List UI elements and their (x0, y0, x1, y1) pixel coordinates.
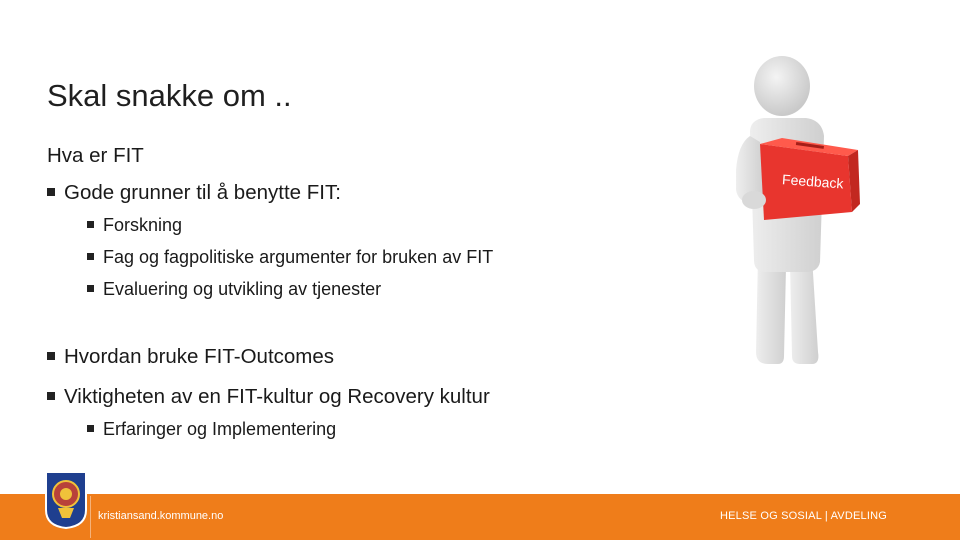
footer-divider (90, 496, 91, 538)
footer-website-text: kristiansand.kommune.no (98, 510, 224, 522)
list-item-text: Hvordan bruke FIT-Outcomes (64, 345, 335, 368)
square-bullet-icon (87, 425, 94, 432)
list-item-text: Hva er FIT (47, 144, 144, 167)
list-item (47, 385, 490, 409)
footer-bar (0, 494, 960, 540)
list-item-text: Gode grunner til å benytte FIT: (64, 181, 341, 204)
list-item (47, 181, 341, 205)
municipality-coat-of-arms-icon (44, 470, 88, 530)
list-item (47, 345, 334, 369)
list-item-text: Viktigheten av en FIT-kultur og Recovery kultur (64, 385, 490, 408)
list-item-text: Forskning (103, 215, 183, 235)
list-item-text: Fag og fagpolitiske argumenter for bruken av FIT (103, 247, 494, 267)
feedback-figure-illustration (720, 52, 870, 372)
list-item (47, 144, 144, 168)
square-bullet-icon (87, 221, 94, 228)
list-item (87, 215, 182, 236)
footer-department-text: HELSE OG SOSIAL | AVDELING (719, 510, 887, 522)
list-item (87, 279, 381, 300)
square-bullet-icon (87, 253, 94, 260)
square-bullet-icon (87, 285, 94, 292)
feedback-box-label: Feedback (781, 171, 845, 192)
square-bullet-icon (47, 188, 55, 196)
list-item (87, 419, 336, 440)
list-item-text: Erfaringer og Implementering (103, 419, 337, 439)
square-bullet-icon (47, 392, 55, 400)
square-bullet-icon (47, 352, 55, 360)
list-item-text: Evaluering og utvikling av tjenester (103, 279, 382, 299)
list-item (87, 247, 493, 268)
slide-title: Skal snakke om .. (47, 78, 292, 113)
